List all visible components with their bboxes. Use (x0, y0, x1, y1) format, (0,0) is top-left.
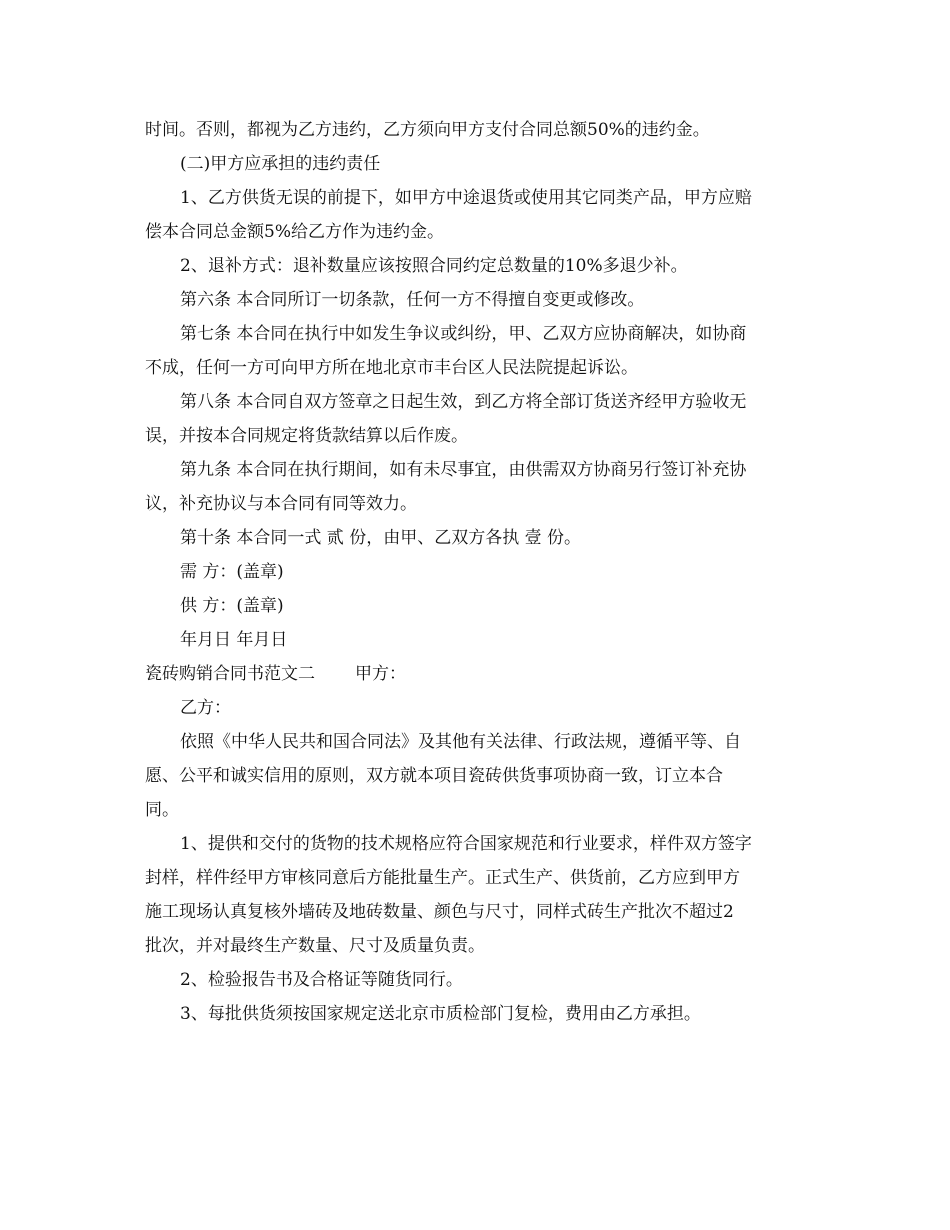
text-line-1: 时间。否则，都视为乙方违约，乙方须向甲方支付合同总额50%的违约金。 (145, 120, 710, 140)
text-line-3: 1、乙方供货无误的前提下，如甲方中途退货或使用其它同类产品，甲方应赔 (180, 188, 752, 208)
signature-supplier: 供 方：(盖章) (180, 596, 284, 616)
text-line-5: 2、退补方式：退补数量应该按照合同约定总数量的10%多退少补。 (180, 256, 688, 276)
text-line-11: 第九条 本合同在执行期间，如有未尽事宜，由供需双方协商另行签订补充协 (180, 460, 747, 480)
text-line-12: 议，补充协议与本合同有同等效力。 (145, 494, 417, 514)
party-b-label: 乙方： (180, 698, 231, 718)
section-title: 瓷砖购销合同书范文二 (145, 664, 315, 684)
text-line-10: 误，并按本合同规定将货款结算以后作废。 (145, 426, 468, 446)
text-line-8: 不成，任何一方可向甲方所在地北京市丰台区人民法院提起诉讼。 (145, 358, 638, 378)
text-line-2: (二)甲方应承担的违约责任 (180, 154, 381, 174)
text-line-20: 愿、公平和诚实信用的原则，双方就本项目瓷砖供货事项协商一致，订立本合 (145, 766, 723, 786)
text-line-7: 第七条 本合同在执行中如发生争议或纠纷，甲、乙双方应协商解决，如协商 (180, 324, 747, 344)
signature-demander: 需 方：(盖章) (180, 562, 284, 582)
text-line-19: 依照《中华人民共和国合同法》及其他有关法律、行政法规，遵循平等、自 (180, 732, 741, 752)
text-line-21: 同。 (145, 800, 179, 820)
document-body (145, 113, 810, 1031)
signature-dates: 年月日 年月日 (180, 630, 288, 650)
text-line-24: 施工现场认真复核外墙砖及地砖数量、颜色与尺寸，同样式砖生产批次不超过2 (145, 902, 734, 922)
text-line-23: 封样，样件经甲方审核同意后方能批量生产。正式生产、供货前，乙方应到甲方 (145, 868, 740, 888)
text-line-13: 第十条 本合同一式 贰 份，由甲、乙双方各执 壹 份。 (180, 528, 582, 548)
section-title-line (145, 657, 810, 691)
text-line-4: 偿本合同总金额5%给乙方作为违约金。 (145, 222, 444, 242)
text-line-26: 2、检验报告书及合格证等随货同行。 (180, 970, 463, 990)
text-line-9: 第八条 本合同自双方签章之日起生效，到乙方将全部订货送齐经甲方验收无 (180, 392, 747, 412)
party-a-label: 甲方： (355, 664, 406, 684)
text-line-25: 批次，并对最终生产数量、尺寸及质量负责。 (145, 936, 485, 956)
text-line-22: 1、提供和交付的货物的技术规格应符合国家规范和行业要求，样件双方签字 (180, 834, 752, 854)
text-line-6: 第六条 本合同所订一切条款，任何一方不得擅自变更或修改。 (180, 290, 645, 310)
text-line-27: 3、每批供货须按国家规定送北京市质检部门复检，费用由乙方承担。 (180, 1004, 701, 1024)
